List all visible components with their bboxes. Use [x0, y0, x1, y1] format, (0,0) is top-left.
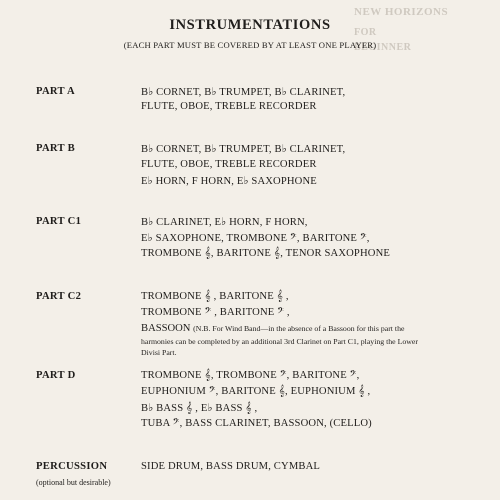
- part-c1-line-1: B♭ CLARINET, E♭ HORN, F HORN,: [141, 217, 308, 228]
- part-c2-note-text-3: Divisi Part.: [141, 348, 177, 357]
- part-d-label: PART D: [36, 370, 76, 381]
- part-c2-note-text-1: (N.B. For Wind Band—in the absence of a Bassoon for this part the: [193, 324, 405, 333]
- part-c2-note-text-2: harmonies can be completed by an additional 3rd Clarinet on Part C1, playing the Lower: [141, 337, 418, 346]
- part-a-line-1: B♭ CORNET, B♭ TRUMPET, B♭ CLARINET,: [141, 87, 346, 98]
- part-d-line-4: TUBA 𝄢, BASS CLARINET, BASSOON, (CELLO): [141, 418, 372, 429]
- page-title: INSTRUMENTATIONS: [169, 17, 331, 33]
- part-c1-line-3: TROMBONE 𝄞, BARITONE 𝄞, TENOR SAXOPHONE: [141, 248, 390, 259]
- bleed-through-text-2: FOR: [354, 27, 377, 38]
- bleed-through-text-3: BEGINNER: [354, 42, 412, 53]
- page-subtitle: (EACH PART MUST BE COVERED BY AT LEAST ONE PLAYER): [123, 40, 377, 50]
- part-b-line-2: FLUTE, OBOE, TREBLE RECORDER: [141, 159, 317, 170]
- bleed-through-text-1: NEW HORIZONS: [354, 6, 449, 18]
- part-a-label: PART A: [36, 86, 76, 97]
- part-c1-line-2: E♭ SAXOPHONE, TROMBONE 𝄢, BARITONE 𝄢,: [141, 233, 370, 244]
- part-c2-line-1: TROMBONE 𝄞 , BARITONE 𝄞 ,: [141, 291, 289, 302]
- part-b-label: PART B: [36, 143, 76, 154]
- part-d-line-2: EUPHONIUM 𝄢, BARITONE 𝄞, EUPHONIUM 𝄞 ,: [141, 386, 371, 397]
- percussion-note: (optional but desirable): [36, 478, 111, 487]
- percussion-line: SIDE DRUM, BASS DRUM, CYMBAL: [141, 461, 321, 472]
- part-c2-bassoon-note-line-1: [141, 323, 404, 334]
- part-d-line-1: TROMBONE 𝄞, TROMBONE 𝄢, BARITONE 𝄢,: [141, 370, 360, 381]
- part-c2-line-2: TROMBONE 𝄢 , BARITONE 𝄢 ,: [141, 307, 290, 318]
- part-b-line-1: B♭ CORNET, B♭ TRUMPET, B♭ CLARINET,: [141, 144, 346, 155]
- part-b-line-3: E♭ HORN, F HORN, E♭ SAXOPHONE: [141, 176, 317, 187]
- part-d-line-3: B♭ BASS 𝄞 , E♭ BASS 𝄞 ,: [141, 403, 258, 414]
- part-c2-label: PART C2: [36, 291, 82, 302]
- part-c1-label: PART C1: [36, 216, 82, 227]
- part-a-line-2: FLUTE, OBOE, TREBLE RECORDER: [141, 101, 317, 112]
- part-c2-bassoon: BASSOON: [141, 323, 191, 334]
- percussion-label: PERCUSSION: [36, 461, 108, 472]
